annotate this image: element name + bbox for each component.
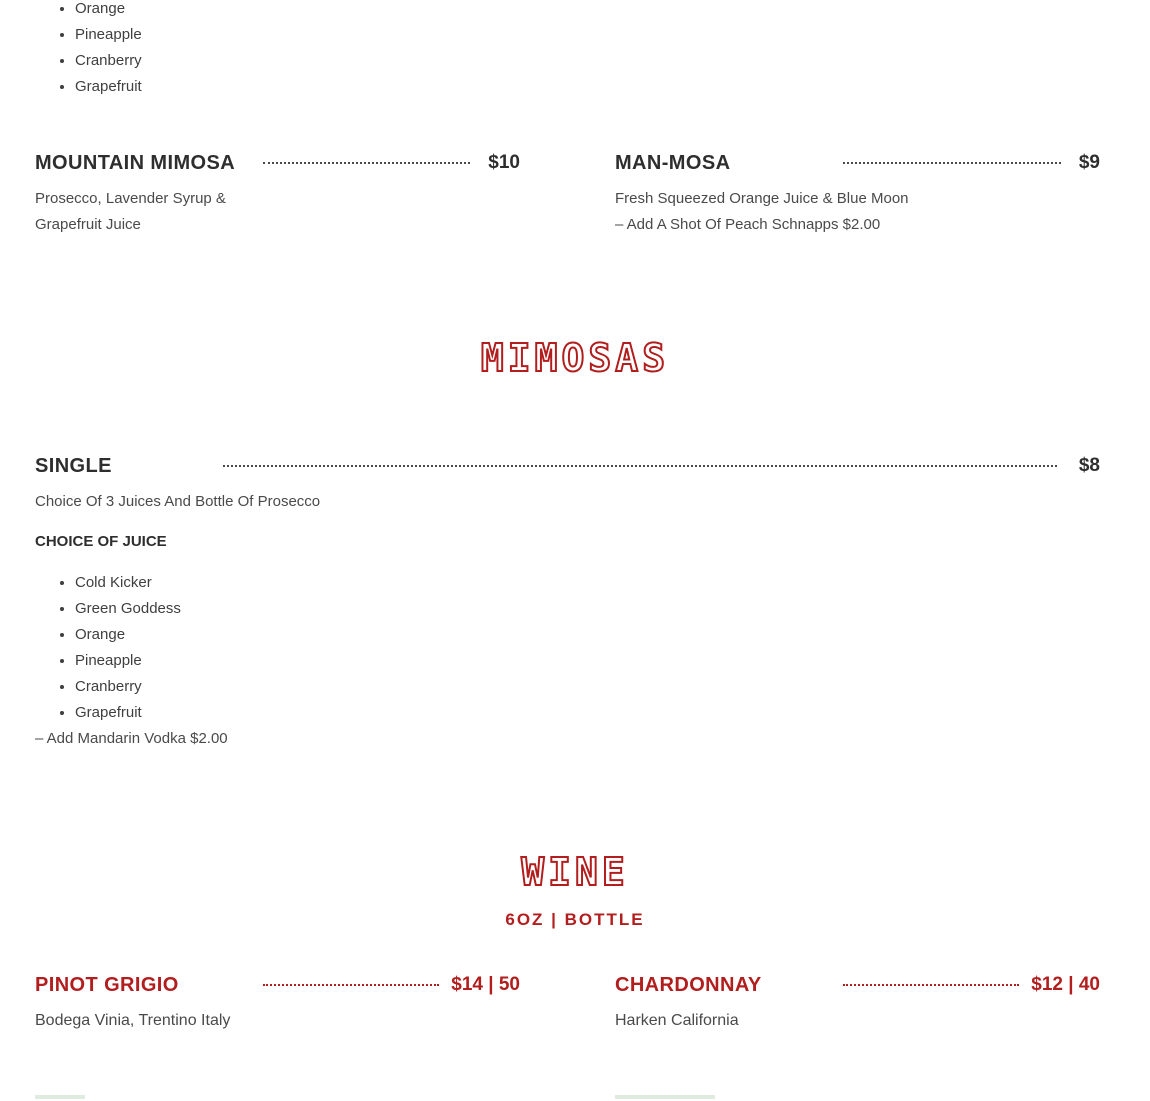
item-name: PINOT GRIGIO bbox=[35, 973, 179, 996]
addon-note: – Add Mandarin Vodka $2.00 bbox=[35, 730, 228, 747]
item-description: Fresh Squeezed Orange Juice & Blue Moon – Add A Shot Of Peach Schnapps $2.00 bbox=[615, 190, 909, 233]
list-item: • Grapefruit bbox=[75, 74, 475, 100]
choice-of-juice-label: CHOICE OF JUICE bbox=[35, 533, 167, 550]
list-item: • Cold Kicker bbox=[75, 570, 475, 596]
item-description: Bodega Vinia, Trentino Italy bbox=[35, 1012, 231, 1029]
menu-item-man-mosa bbox=[615, 150, 1100, 238]
dotted-leader bbox=[843, 984, 1019, 986]
list-item: • Green Goddess bbox=[75, 596, 475, 622]
dotted-leader bbox=[843, 162, 1061, 164]
list-item: • Grapefruit bbox=[75, 700, 475, 726]
list-item: • Orange bbox=[75, 0, 475, 22]
item-description: Prosecco, Lavender Syrup & Grapefruit Juice bbox=[35, 190, 226, 233]
cutoff-row-left bbox=[35, 1092, 520, 1101]
top-juice-list bbox=[35, 0, 475, 100]
menu-item-single bbox=[35, 453, 1100, 515]
list-item: • Pineapple bbox=[75, 648, 475, 674]
item-name: MAN-MOSA bbox=[615, 151, 731, 174]
item-price: $14 | 50 bbox=[451, 974, 520, 995]
dotted-leader bbox=[223, 465, 1057, 467]
list-item: • Pineapple bbox=[75, 22, 475, 48]
item-price: $9 bbox=[1078, 152, 1100, 173]
item-name: SINGLE bbox=[35, 454, 112, 477]
section-title-wine: WINE bbox=[521, 850, 629, 894]
item-description: Choice Of 3 Juices And Bottle Of Prosecco bbox=[35, 493, 321, 510]
menu-item-pinot-grigio bbox=[35, 972, 520, 1034]
wine-subtitle: 6OZ | BOTTLE bbox=[505, 910, 645, 929]
list-item: • Orange bbox=[75, 622, 475, 648]
mimosa-juice-list bbox=[35, 570, 475, 726]
item-price: $8 bbox=[1078, 455, 1100, 476]
menu-item-chardonnay bbox=[615, 972, 1100, 1034]
dotted-leader bbox=[263, 984, 439, 986]
item-name: MOUNTAIN MIMOSA bbox=[35, 151, 236, 174]
item-price: $10 bbox=[488, 152, 520, 173]
section-title-mimosas: MIMOSAS bbox=[480, 336, 670, 380]
list-item: • Cranberry bbox=[75, 674, 475, 700]
list-item: • Cranberry bbox=[75, 48, 475, 74]
item-name: CHARDONNAY bbox=[615, 973, 762, 996]
menu-item-mountain-mimosa bbox=[35, 150, 520, 238]
cutoff-row-right bbox=[615, 1092, 1100, 1101]
dotted-leader bbox=[263, 162, 470, 164]
item-description: Harken California bbox=[615, 1012, 739, 1029]
item-price: $12 | 40 bbox=[1031, 974, 1100, 995]
